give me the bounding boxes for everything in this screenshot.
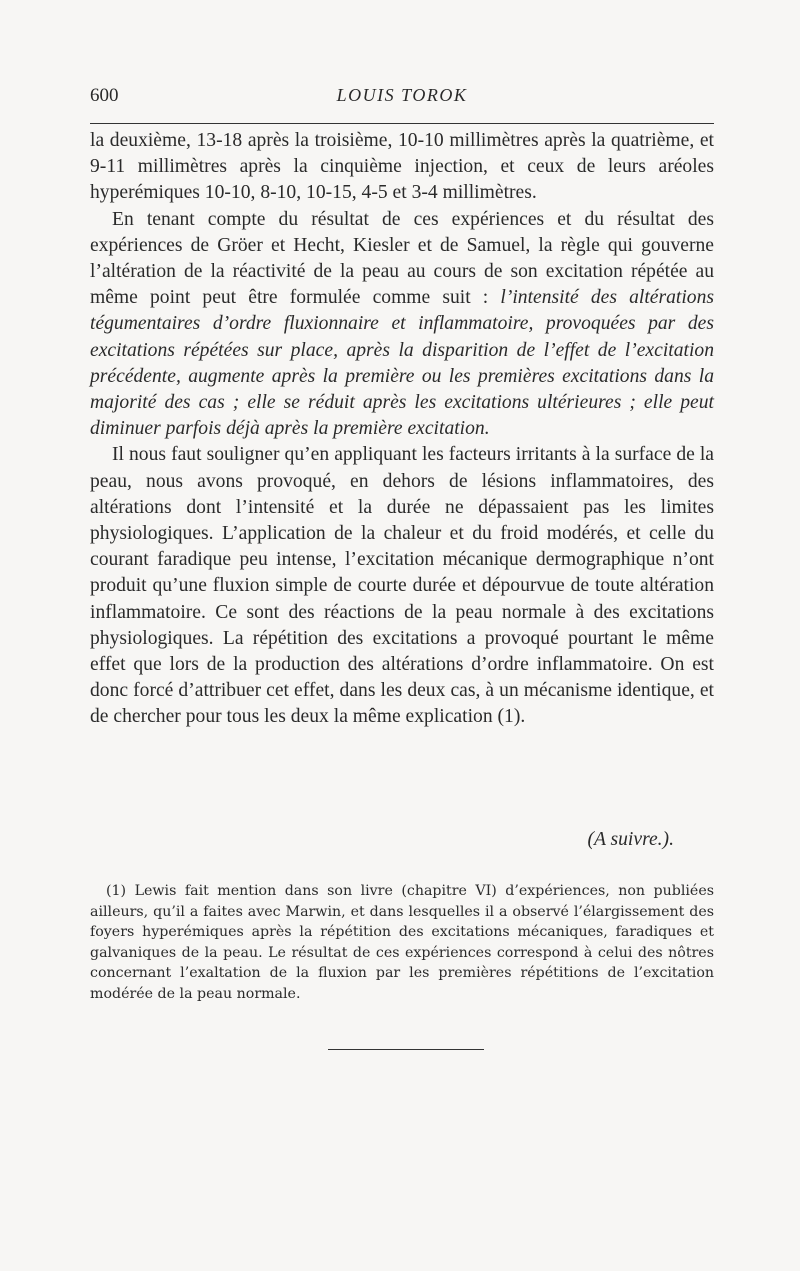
paragraph-2-rule: l’intensité des altérations tégumentaires d’ordre fluxionnaire et inflammatoire, provoquées par des excitations répétées sur place, après la disparition de l’effet de l’excitation précédente, augmente après la première ou les premières excitations dans la majorité des cas ; elle se réduit après les excitations ultérieures ; elle peut diminuer parfois déjà après la première excitation. <box>90 287 714 440</box>
footnote <box>90 881 714 1004</box>
book-page <box>90 85 714 1002</box>
running-head: LOUIS TOROK <box>336 85 468 105</box>
paragraph-2 <box>90 207 714 443</box>
page-header <box>90 85 714 115</box>
header-rule <box>90 123 714 124</box>
body-text <box>90 128 714 731</box>
page-number: 600 <box>90 85 119 106</box>
to-be-continued: (A suivre.). <box>587 829 674 850</box>
end-rule <box>328 1049 484 1050</box>
paragraph-3: Il nous faut souligner qu’en appliquant les facteurs irritants à la surface de la peau, nous avons provoqué, en dehors de lésions inflammatoires, des altérations dont l’intensité et la durée ne dépassaient pas les limites physiologiques. L’application de la chaleur et du froid modérés, et celle du courant faradique peu intense, l’excitation mécanique dermographique n’ont produit qu’une fluxion simple de courte durée et dépourvue de toute altération inflammatoire. Ce sont des réactions de la peau normale à des excitations physiologiques. La répétition des excitations a provoqué pourtant le même effet que lors de la production des altérations d’ordre inflammatoire. On est donc forcé d’attribuer cet effet, dans les deux cas, à un mécanisme identique, et de chercher pour tous les deux la même explication (1). <box>90 444 714 728</box>
paragraph-2-intro: En tenant compte du résultat de ces expériences et du résultat des expériences de Gröer et Hecht, Kiesler et de Samuel, la règle qui gouverne l’altération de la réactivité de la peau au cours de son excitation répétée au même point peut être formulée comme suit : <box>90 208 714 309</box>
footnote-text: (1) Lewis fait mention dans son livre (chapitre VI) d’expériences, non publiées ailleurs, qu’il a faites avec Marwin, et dans lesquelles il a observé l’élargissement des foyers hyperémiques après la répétition des excitations mécaniques, faradiques et galvaniques de la peau. Le résultat de ces expériences correspond à celui des nôtres concernant l’exaltation de la fluxion par les premières répétitions de l’excitation modérée de la peau normale. <box>90 883 714 1002</box>
paragraph-1: la deuxième, 13-18 après la troisième, 10-10 millimètres après la quatrième, et 9-11 millimètres après la cinquième injection, et ceux de leurs aréoles hyperémiques 10-10, 8-10, 10-15, 4-5 et 3-4 millimètres. <box>90 130 714 204</box>
